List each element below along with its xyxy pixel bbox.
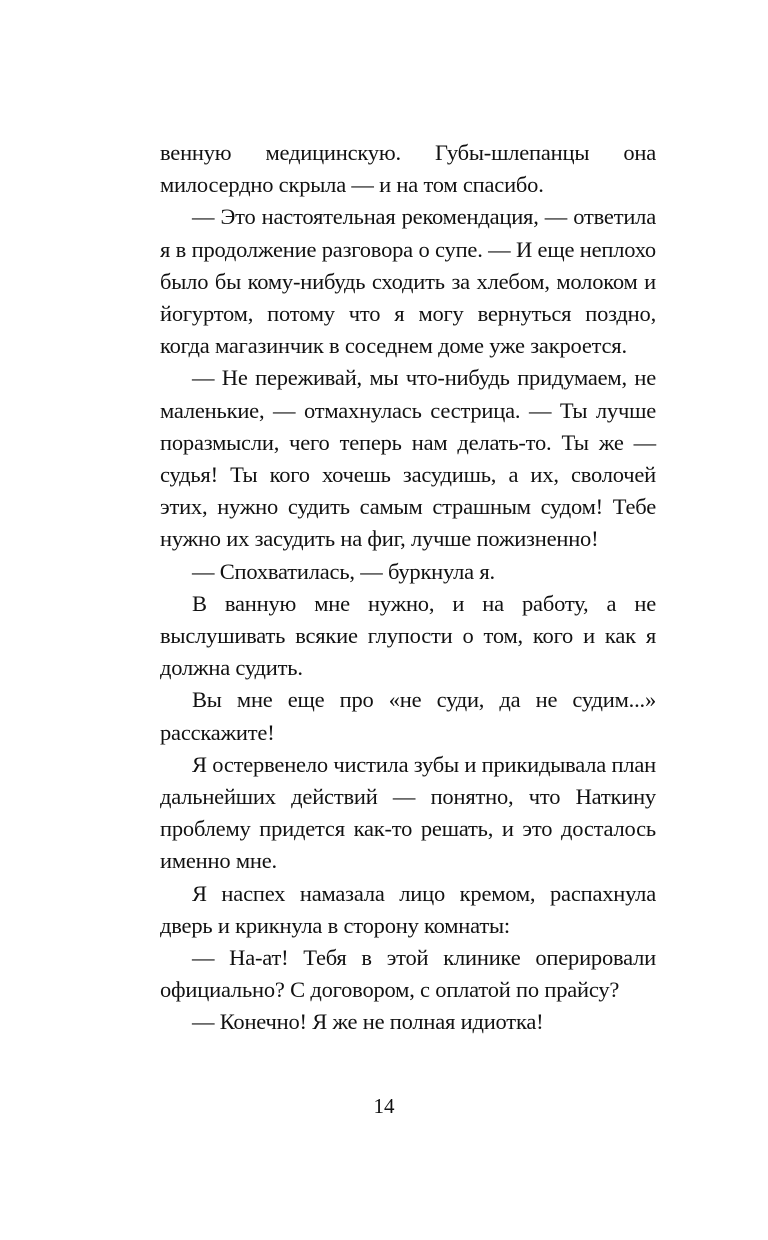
paragraph: — Не переживай, мы что-нибудь придумаем, не маленькие, — отмахнулась сестрица. — Ты лучше поразмысли, чего теперь нам делать-то. Ты же — судья! Ты кого хочешь засудишь, а их, сволочей этих, нужно судить самым страшным судом! Тебе нужно их засудить на фиг, лучше пожизненно! [160, 365, 656, 552]
paragraph: Вы мне еще про «не суди, да не судим...» расскажите! [160, 687, 656, 745]
paragraph: — Это настоятельная рекомендация, — ответила я в продолжение разговора о супе. — И еще неплохо было бы кому-нибудь сходить за хлебом, молоком и йогуртом, потому что я могу вернуться поздно, когда магазинчик в соседнем доме уже закроется. [160, 204, 656, 359]
page-number: 14 [373, 1094, 395, 1118]
paragraph: — Конечно! Я же не полная идиотка! [192, 1009, 544, 1035]
paragraph: венную медицинскую. Губы-шлепанцы она милосердно скрыла — и на том спасибо. [160, 140, 656, 198]
page-body [160, 137, 656, 1039]
paragraph: Я остервенело чистила зубы и прикидывала план дальнейших действий — понятно, что Наткину проблему придется как-то решать, и это досталось именно мне. [160, 751, 656, 874]
paragraph: — Спохватилась, — буркнула я. [192, 558, 495, 584]
paragraph: В ванную мне нужно, и на работу, а не выслушивать всякие глупости о том, кого и как я должна судить. [160, 590, 656, 681]
paragraph: Я наспех намазала лицо кремом, распахнула дверь и крикнула в сторону комнаты: [160, 880, 656, 938]
paragraph: — На-ат! Тебя в этой клинике оперировали официально? С договором, с оплатой по прайсу? [160, 945, 656, 1003]
